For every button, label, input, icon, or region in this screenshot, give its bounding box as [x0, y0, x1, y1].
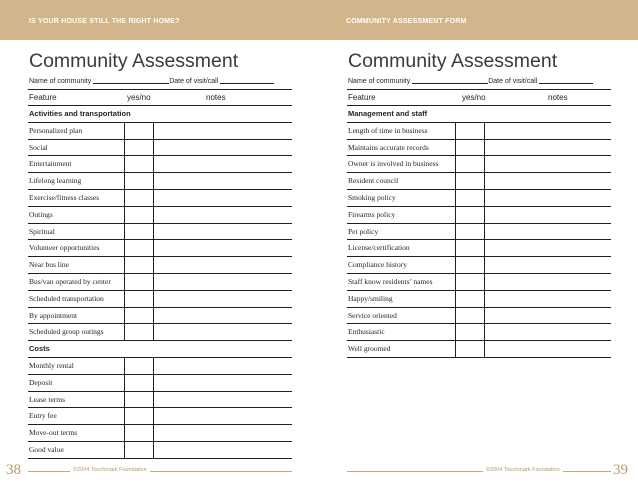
- feature-label: By appointment: [29, 310, 78, 320]
- table-row: [347, 240, 611, 257]
- notes-cell[interactable]: [485, 173, 611, 189]
- yesno-cell[interactable]: [455, 324, 485, 340]
- notes-cell[interactable]: [154, 240, 292, 256]
- feature-label: Length of time in business: [348, 125, 428, 135]
- feature-label: Deposit: [29, 377, 53, 387]
- notes-cell[interactable]: [485, 291, 611, 307]
- yesno-cell[interactable]: [124, 408, 154, 424]
- feature-label: Happy/smiling: [348, 293, 393, 303]
- table-row: [28, 207, 292, 224]
- feature-label: Entry fee: [29, 411, 57, 421]
- notes-cell[interactable]: [154, 375, 292, 391]
- feature-label: Staff know residents’ names: [348, 276, 433, 286]
- table-header: [347, 89, 611, 106]
- notes-cell[interactable]: [154, 291, 292, 307]
- notes-cell[interactable]: [154, 140, 292, 156]
- column-header-feature: Feature: [348, 93, 376, 102]
- notes-cell[interactable]: [485, 341, 611, 357]
- notes-cell[interactable]: [154, 224, 292, 240]
- page-title: Community Assessment: [348, 50, 558, 72]
- table-row: [28, 240, 292, 257]
- yesno-cell[interactable]: [124, 140, 154, 156]
- left-page: [0, 40, 319, 485]
- table-row: [28, 408, 292, 425]
- section-heading-label: Activities and transportation: [29, 109, 131, 118]
- notes-cell[interactable]: [154, 392, 292, 408]
- yesno-cell[interactable]: [455, 156, 485, 172]
- date-of-visit-field[interactable]: [220, 83, 274, 84]
- yesno-cell[interactable]: [455, 257, 485, 273]
- yesno-cell[interactable]: [124, 358, 154, 374]
- feature-label: Compliance history: [348, 260, 407, 270]
- yesno-cell[interactable]: [455, 207, 485, 223]
- feature-label: Monthly rental: [29, 360, 74, 370]
- notes-cell[interactable]: [485, 324, 611, 340]
- yesno-cell[interactable]: [124, 173, 154, 189]
- yesno-cell[interactable]: [124, 392, 154, 408]
- table-row: [347, 274, 611, 291]
- notes-cell[interactable]: [154, 207, 292, 223]
- yesno-cell[interactable]: [455, 240, 485, 256]
- feature-label: Outings: [29, 209, 53, 219]
- notes-cell[interactable]: [154, 324, 292, 340]
- name-of-community-field[interactable]: [93, 83, 169, 84]
- column-header-feature: Feature: [29, 93, 57, 102]
- table-row: [28, 392, 292, 409]
- feature-label: Volunteer opportunities: [29, 243, 100, 253]
- feature-label: Owner is involved in business: [348, 159, 439, 169]
- table-row: [347, 308, 611, 325]
- feature-label: Lease terms: [29, 394, 66, 404]
- section-heading: [347, 106, 611, 123]
- notes-cell[interactable]: [154, 442, 292, 458]
- notes-cell[interactable]: [485, 274, 611, 290]
- notes-cell[interactable]: [485, 123, 611, 139]
- table-row: [347, 341, 611, 358]
- column-header-notes: notes: [206, 93, 226, 102]
- feature-label: Scheduled transportation: [29, 293, 104, 303]
- feature-label: Personalized plan: [29, 125, 83, 135]
- yesno-cell[interactable]: [455, 173, 485, 189]
- table-row: [347, 173, 611, 190]
- column-header-yesno: yes/no: [462, 93, 486, 102]
- feature-label: Near bus line: [29, 260, 69, 270]
- feature-label: Exercise/fitness classes: [29, 192, 100, 202]
- feature-label: Smoking policy: [348, 192, 396, 202]
- section-heading: [28, 106, 292, 123]
- header-right-text: COMMUNITY ASSESSMENT FORM: [346, 18, 467, 25]
- table-row: [28, 308, 292, 325]
- notes-cell[interactable]: [485, 156, 611, 172]
- table-row: [28, 123, 292, 140]
- table-row: [28, 358, 292, 375]
- column-header-notes: notes: [548, 93, 568, 102]
- yesno-cell[interactable]: [124, 240, 154, 256]
- notes-cell[interactable]: [154, 308, 292, 324]
- yesno-cell[interactable]: [124, 375, 154, 391]
- table-row: [347, 156, 611, 173]
- community-visit-line: [29, 78, 274, 85]
- yesno-cell[interactable]: [455, 291, 485, 307]
- feature-label: Move-out terms: [29, 428, 78, 438]
- feature-label: Well groomed: [348, 344, 391, 354]
- table-row: [28, 156, 292, 173]
- name-of-community-label: Name of community: [348, 78, 411, 85]
- table-row: [347, 190, 611, 207]
- notes-cell[interactable]: [154, 274, 292, 290]
- feature-label: Resident council: [348, 176, 399, 186]
- notes-cell[interactable]: [485, 140, 611, 156]
- table-row: [347, 324, 611, 341]
- notes-cell[interactable]: [154, 257, 292, 273]
- table-row: [347, 224, 611, 241]
- name-of-community-field[interactable]: [412, 83, 488, 84]
- date-of-visit-field[interactable]: [539, 83, 593, 84]
- footer-rule: [28, 471, 292, 472]
- page-footer: [0, 462, 319, 479]
- notes-cell[interactable]: [485, 190, 611, 206]
- feature-label: Pet policy: [348, 226, 379, 236]
- date-of-visit-label: Date of visit/call: [488, 78, 538, 85]
- yesno-cell[interactable]: [124, 442, 154, 458]
- feature-label: Scheduled group outings: [29, 327, 104, 337]
- feature-label: Social: [29, 142, 48, 152]
- notes-cell[interactable]: [154, 358, 292, 374]
- notes-cell[interactable]: [154, 123, 292, 139]
- table-row: [28, 173, 292, 190]
- table-row: [347, 123, 611, 140]
- table-row: [347, 207, 611, 224]
- yesno-cell[interactable]: [124, 308, 154, 324]
- table-row: [347, 257, 611, 274]
- feature-label: Firearms policy: [348, 209, 396, 219]
- notes-cell[interactable]: [154, 173, 292, 189]
- table-row: [28, 190, 292, 207]
- feature-label: Entertainment: [29, 159, 72, 169]
- notes-cell[interactable]: [154, 190, 292, 206]
- table-row: [28, 375, 292, 392]
- table-row: [28, 324, 292, 341]
- table-body: [347, 106, 611, 358]
- feature-label: License/certification: [348, 243, 410, 253]
- yesno-cell[interactable]: [124, 274, 154, 290]
- notes-cell[interactable]: [154, 408, 292, 424]
- yesno-cell[interactable]: [124, 156, 154, 172]
- table-row: [28, 274, 292, 291]
- yesno-cell[interactable]: [455, 224, 485, 240]
- page-number: 38: [6, 462, 21, 478]
- yesno-cell[interactable]: [455, 308, 485, 324]
- yesno-cell[interactable]: [124, 291, 154, 307]
- notes-cell[interactable]: [154, 156, 292, 172]
- yesno-cell[interactable]: [455, 140, 485, 156]
- right-page: [319, 40, 638, 485]
- footer-rule: [347, 471, 611, 472]
- section-heading: [28, 341, 292, 358]
- notes-cell[interactable]: [154, 425, 292, 441]
- community-visit-line: [348, 78, 593, 85]
- yesno-cell[interactable]: [455, 341, 485, 357]
- yesno-cell[interactable]: [124, 324, 154, 340]
- yesno-cell[interactable]: [124, 224, 154, 240]
- notes-cell[interactable]: [485, 257, 611, 273]
- assessment-table: [28, 89, 292, 459]
- table-row: [347, 140, 611, 157]
- table-header: [28, 89, 292, 106]
- yesno-cell[interactable]: [455, 274, 485, 290]
- yesno-cell[interactable]: [124, 257, 154, 273]
- feature-label: Service oriented: [348, 310, 397, 320]
- notes-cell[interactable]: [485, 207, 611, 223]
- feature-label: Lifelong learning: [29, 176, 82, 186]
- feature-label: Good value: [29, 444, 64, 454]
- yesno-cell[interactable]: [455, 190, 485, 206]
- yesno-cell[interactable]: [124, 190, 154, 206]
- page-number: 39: [613, 462, 628, 478]
- header-banner: [0, 0, 638, 40]
- copyright: ©2004 Touchmark Foundation: [70, 467, 150, 473]
- feature-label: Maintains accurate records: [348, 142, 429, 152]
- table-row: [347, 291, 611, 308]
- copyright: ©2004 Touchmark Foundation: [483, 467, 563, 473]
- notes-cell[interactable]: [485, 224, 611, 240]
- page-title: Community Assessment: [29, 50, 239, 72]
- yesno-cell[interactable]: [124, 207, 154, 223]
- column-header-yesno: yes/no: [127, 93, 151, 102]
- feature-label: Spiritual: [29, 226, 55, 236]
- table-row: [28, 140, 292, 157]
- section-heading-label: Costs: [29, 344, 50, 354]
- notes-cell[interactable]: [485, 308, 611, 324]
- table-row: [28, 224, 292, 241]
- table-row: [28, 257, 292, 274]
- yesno-cell[interactable]: [124, 425, 154, 441]
- yesno-cell[interactable]: [124, 123, 154, 139]
- header-left-text: IS YOUR HOUSE STILL THE RIGHT HOME?: [29, 18, 180, 25]
- feature-label: Enthusiastic: [348, 327, 385, 337]
- section-heading-label: Management and staff: [348, 109, 428, 118]
- date-of-visit-label: Date of visit/call: [169, 78, 219, 85]
- feature-label: Bus/van operated by center: [29, 276, 111, 286]
- assessment-table: [347, 89, 611, 358]
- notes-cell[interactable]: [485, 240, 611, 256]
- page-footer: [319, 462, 638, 479]
- name-of-community-label: Name of community: [29, 78, 92, 85]
- table-row: [28, 291, 292, 308]
- table-row: [28, 442, 292, 459]
- yesno-cell[interactable]: [455, 123, 485, 139]
- table-row: [28, 425, 292, 442]
- table-body: [28, 106, 292, 459]
